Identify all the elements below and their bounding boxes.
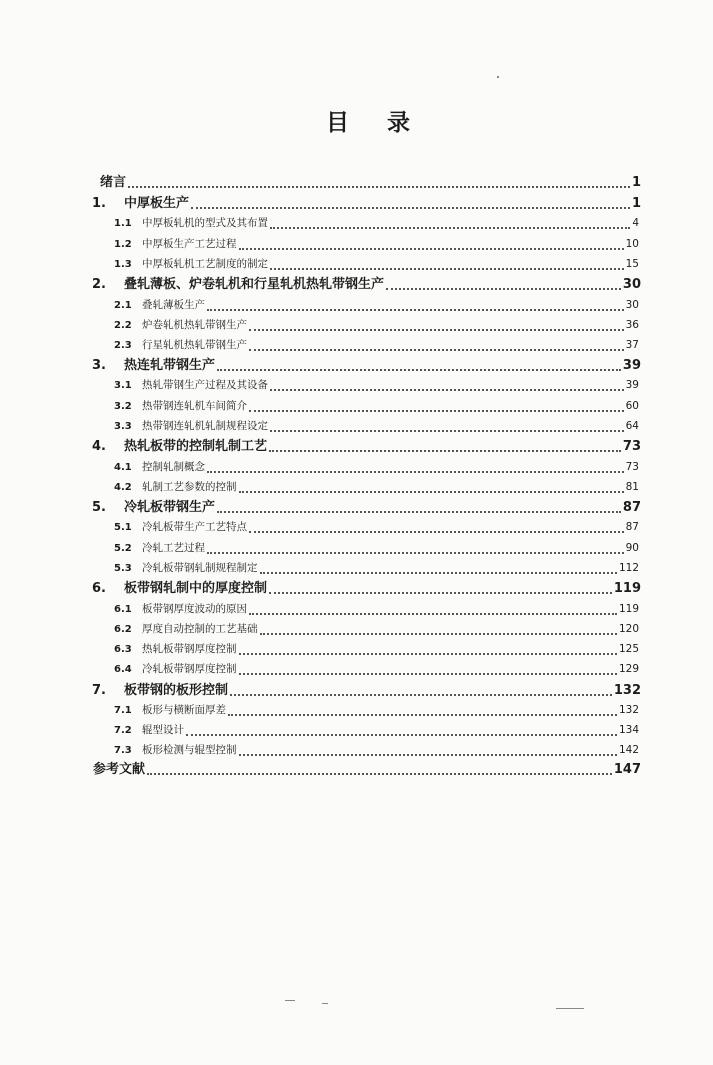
toc-entry-page: 81 [625, 481, 639, 493]
toc-entry-number: 2.1 [114, 300, 132, 311]
dot-leader [191, 195, 630, 209]
toc-entry-label: 厚度自动控制的工艺基础 [142, 623, 258, 635]
toc-entry-page: 4 [632, 217, 639, 229]
toc-entry-page: 87 [622, 500, 641, 515]
toc-entry-page: 129 [618, 663, 639, 675]
toc-subsection-entry[interactable] [114, 601, 639, 618]
dot-leader [207, 297, 624, 311]
dot-leader [228, 702, 617, 716]
toc-entry-label: 板形与横断面厚差 [142, 704, 226, 716]
toc-entry-number: 1.1 [114, 218, 132, 229]
scan-speck [285, 1000, 295, 1001]
toc-entry-page: 64 [625, 420, 639, 432]
toc-entry-label: 控制轧制概念 [142, 461, 205, 473]
dot-leader [249, 337, 624, 351]
toc-entry-label: 辊型设计 [142, 724, 184, 736]
toc-chapter-entry[interactable] [92, 276, 641, 293]
toc-subsection-entry[interactable] [114, 702, 639, 719]
toc-entry-label: 行星轧机热轧带钢生产 [142, 339, 247, 351]
dot-leader [386, 276, 621, 290]
dot-leader [239, 236, 624, 250]
toc-entry-number: 7. [92, 683, 106, 698]
toc-subsection-entry[interactable] [114, 337, 639, 354]
toc-subsection-entry[interactable] [114, 742, 639, 759]
toc-entry-page: 73 [622, 439, 641, 454]
toc-entry-label: 冷轧板带钢生产 [124, 500, 216, 515]
toc-entry-page: 73 [625, 461, 639, 473]
toc-subsection-entry[interactable] [114, 297, 639, 314]
toc-entry-number: 5.2 [114, 543, 132, 554]
toc-entry-label: 中厚板生产工艺过程 [142, 238, 237, 250]
toc-entry-number: 3.1 [114, 380, 132, 391]
toc-entry-number: 6.3 [114, 644, 132, 655]
toc-entry-label: 板带钢的板形控制 [124, 683, 229, 698]
dot-leader [186, 722, 617, 736]
dot-leader [239, 742, 617, 756]
toc-entry-number: 6. [92, 581, 106, 596]
toc-entry-label: 绪言 [100, 175, 127, 190]
toc-entry-page: 1 [631, 175, 641, 190]
toc-chapter-entry[interactable] [92, 195, 641, 212]
toc-entry-label: 热带钢连轧机轧制规程设定 [142, 420, 268, 432]
toc-entry-page: 39 [625, 379, 639, 391]
toc-entry-number: 1. [92, 196, 106, 211]
toc-entry-label: 炉卷轧机热轧带钢生产 [142, 319, 247, 331]
toc-entry-number: 3.2 [114, 401, 132, 412]
toc-entry-label: 冷轧工艺过程 [142, 542, 205, 554]
toc-entry-number: 1.3 [114, 259, 132, 270]
toc-entry-number: 5.1 [114, 522, 132, 533]
toc-entry-label: 板形检测与辊型控制 [142, 744, 237, 756]
toc-entry-number: 6.1 [114, 604, 132, 615]
toc-entry-number: 5. [92, 500, 106, 515]
toc-subsection-entry[interactable] [114, 459, 639, 476]
toc-entry-page: 142 [618, 744, 639, 756]
toc-entry-number: 4.2 [114, 482, 132, 493]
toc-entry-number: 7.1 [114, 705, 132, 716]
toc-entry-number: 3.3 [114, 421, 132, 432]
toc-entry-label: 参考文献 [93, 762, 146, 777]
page-title [326, 104, 410, 137]
toc-entry-label: 热轧板带的控制轧制工艺 [124, 439, 268, 454]
dot-leader [128, 174, 630, 188]
toc-subsection-entry[interactable] [114, 418, 639, 435]
scan-speck [322, 1003, 328, 1004]
toc-entry-label: 中厚板生产 [124, 196, 190, 211]
toc-entry-label: 轧制工艺参数的控制 [142, 481, 237, 493]
dot-leader [269, 580, 612, 594]
toc-entry-page: 147 [613, 762, 641, 777]
toc-entry-label: 冷轧板带钢厚度控制 [142, 663, 237, 675]
dot-leader [207, 540, 624, 554]
dot-leader [249, 519, 624, 533]
toc-entry-page: 132 [618, 704, 639, 716]
toc-entry-number: 5.3 [114, 563, 132, 574]
scan-speck [497, 76, 499, 78]
toc-entry-page: 119 [613, 581, 641, 596]
dot-leader [239, 479, 624, 493]
toc-entry-page: 36 [625, 319, 639, 331]
toc-entry-page: 30 [625, 299, 639, 311]
toc-chapter-entry[interactable] [92, 438, 641, 455]
toc-entry-page: 1 [631, 196, 641, 211]
toc-entry-number: 3. [92, 358, 106, 373]
toc-entry-page: 87 [625, 521, 639, 533]
toc-entry-label: 中厚板轧机工艺制度的制定 [142, 258, 268, 270]
toc-entry-label: 中厚板轧机的型式及其布置 [142, 217, 268, 229]
toc-entry-label: 叠轧薄板、炉卷轧机和行星轧机热轧带钢生产 [124, 277, 385, 292]
toc-entry-label: 热轧板带钢厚度控制 [142, 643, 237, 655]
toc-entry-page: 30 [622, 277, 641, 292]
toc-entry-label: 板带钢轧制中的厚度控制 [124, 581, 268, 596]
title-part-2: 录 [387, 109, 410, 136]
dot-leader [260, 621, 617, 635]
toc-subsection-entry[interactable] [114, 256, 639, 273]
toc-entry-number: 7.2 [114, 725, 132, 736]
toc-entry-page: 132 [613, 683, 641, 698]
dot-leader [147, 761, 612, 775]
toc-entry-number: 1.2 [114, 239, 132, 250]
dot-leader [230, 682, 612, 696]
dot-leader [269, 438, 621, 452]
toc-entry-number: 4. [92, 439, 106, 454]
toc-entry-page: 37 [625, 339, 639, 351]
toc-subsection-entry[interactable] [114, 661, 639, 678]
toc-entry-number: 6.4 [114, 664, 132, 675]
toc-front-entry[interactable] [93, 761, 641, 778]
toc-entry-page: 39 [622, 358, 641, 373]
toc-subsection-entry[interactable] [114, 641, 639, 658]
scan-speck [556, 1008, 584, 1009]
dot-leader [270, 256, 624, 270]
dot-leader [270, 215, 630, 229]
dot-leader [270, 377, 624, 391]
toc-chapter-entry[interactable] [92, 580, 641, 597]
toc-entry-label: 冷轧板带生产工艺特点 [142, 521, 247, 533]
title-part-1: 目 [326, 109, 349, 136]
toc-chapter-entry[interactable] [92, 357, 641, 374]
dot-leader [260, 560, 617, 574]
toc-entry-label: 热带钢连轧机车间简介 [142, 400, 247, 412]
dot-leader [249, 398, 624, 412]
toc-subsection-entry[interactable] [114, 317, 639, 334]
toc-entry-label: 板带钢厚度波动的原因 [142, 603, 247, 615]
dot-leader [270, 418, 624, 432]
toc-entry-page: 90 [625, 542, 639, 554]
dot-leader [249, 317, 624, 331]
dot-leader [239, 661, 617, 675]
toc-subsection-entry[interactable] [114, 479, 639, 496]
toc-entry-number: 7.3 [114, 745, 132, 756]
toc-entry-page: 119 [618, 603, 639, 615]
toc-subsection-entry[interactable] [114, 560, 639, 577]
toc-entry-label: 叠轧薄板生产 [142, 299, 205, 311]
toc-entry-number: 6.2 [114, 624, 132, 635]
toc-subsection-entry[interactable] [114, 722, 639, 739]
dot-leader [249, 601, 617, 615]
toc-entry-page: 60 [625, 400, 639, 412]
toc-subsection-entry[interactable] [114, 398, 639, 415]
toc-entry-page: 15 [625, 258, 639, 270]
toc-subsection-entry[interactable] [114, 621, 639, 638]
toc-entry-page: 10 [625, 238, 639, 250]
toc-front-entry[interactable] [100, 174, 641, 191]
toc-entry-label: 热轧带钢生产过程及其设备 [142, 379, 268, 391]
dot-leader [217, 499, 621, 513]
dot-leader [217, 357, 621, 371]
toc-subsection-entry[interactable] [114, 215, 639, 232]
toc-entry-label: 热连轧带钢生产 [124, 358, 216, 373]
toc-entry-page: 134 [618, 724, 639, 736]
toc-entry-number: 2. [92, 277, 106, 292]
toc-subsection-entry[interactable] [114, 540, 639, 557]
toc-entry-number: 4.1 [114, 462, 132, 473]
dot-leader [239, 641, 617, 655]
toc-subsection-entry[interactable] [114, 519, 639, 536]
toc-subsection-entry[interactable] [114, 377, 639, 394]
toc-entry-page: 120 [618, 623, 639, 635]
toc-entry-page: 125 [618, 643, 639, 655]
toc-subsection-entry[interactable] [114, 236, 639, 253]
toc-entry-number: 2.2 [114, 320, 132, 331]
toc-entry-number: 2.3 [114, 340, 132, 351]
dot-leader [207, 459, 624, 473]
toc-entry-page: 112 [618, 562, 639, 574]
toc-chapter-entry[interactable] [92, 499, 641, 516]
toc-entry-label: 冷轧板带钢轧制规程制定 [142, 562, 258, 574]
toc-chapter-entry[interactable] [92, 682, 641, 699]
